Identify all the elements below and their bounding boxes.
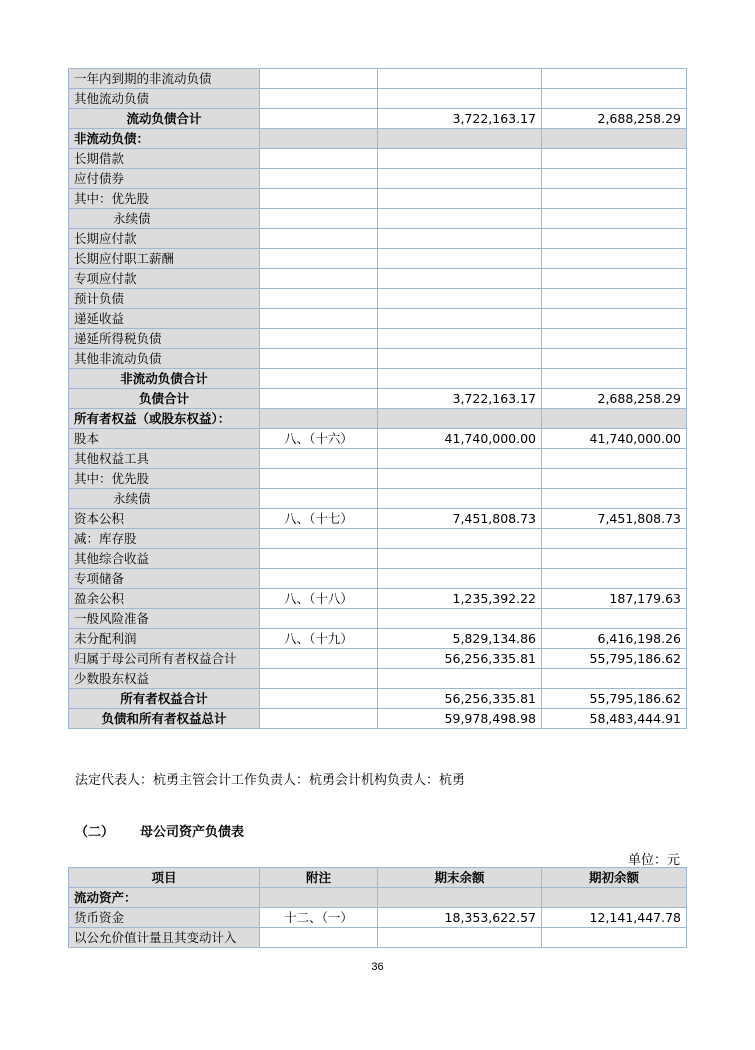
row-begin-balance xyxy=(542,229,687,249)
row-begin-balance xyxy=(542,89,687,109)
row-item: 长期借款 xyxy=(69,149,260,169)
page-number: 36 xyxy=(371,961,384,973)
row-begin-balance: 187,179.63 xyxy=(542,589,687,609)
row-note xyxy=(260,449,378,469)
table-header-row xyxy=(69,868,687,888)
row-begin-balance xyxy=(542,289,687,309)
table-row xyxy=(69,189,687,209)
row-item: 应付债券 xyxy=(69,169,260,189)
row-end-balance xyxy=(378,549,542,569)
table-row xyxy=(69,928,687,948)
row-note xyxy=(260,888,378,908)
row-note xyxy=(260,249,378,269)
row-note: 八、（十六） xyxy=(260,429,378,449)
row-item: 长期应付职工薪酬 xyxy=(69,249,260,269)
row-begin-balance: 55,795,186.62 xyxy=(542,649,687,669)
row-begin-balance: 6,416,198.26 xyxy=(542,629,687,649)
table-row xyxy=(69,249,687,269)
row-end-balance xyxy=(378,449,542,469)
row-note xyxy=(260,569,378,589)
row-note: 八、（十八） xyxy=(260,589,378,609)
row-end-balance xyxy=(378,529,542,549)
row-item: 流动负债合计 xyxy=(69,109,260,129)
row-item: 一年内到期的非流动负债 xyxy=(69,69,260,89)
table-row xyxy=(69,629,687,649)
row-begin-balance xyxy=(542,349,687,369)
row-note xyxy=(260,349,378,369)
section-number: （二） xyxy=(75,825,115,840)
row-item: 减：库存股 xyxy=(69,529,260,549)
row-note xyxy=(260,209,378,229)
row-end-balance xyxy=(378,189,542,209)
row-end-balance: 3,722,163.17 xyxy=(378,389,542,409)
row-end-balance xyxy=(378,329,542,349)
table-row xyxy=(69,289,687,309)
table-row xyxy=(69,529,687,549)
table-row xyxy=(69,169,687,189)
row-item: 专项储备 xyxy=(69,569,260,589)
row-item: 少数股东权益 xyxy=(69,669,260,689)
table-row xyxy=(69,209,687,229)
row-begin-balance xyxy=(542,609,687,629)
row-end-balance xyxy=(378,409,542,429)
table-row xyxy=(69,149,687,169)
table-row xyxy=(69,469,687,489)
table-row xyxy=(69,309,687,329)
table-row xyxy=(69,888,687,908)
row-end-balance: 56,256,335.81 xyxy=(378,649,542,669)
header-note: 附注 xyxy=(260,868,378,888)
table-row xyxy=(69,609,687,629)
row-begin-balance xyxy=(542,469,687,489)
row-begin-balance xyxy=(542,369,687,389)
row-note xyxy=(260,549,378,569)
row-note xyxy=(260,928,378,948)
header-begin-balance: 期初余额 xyxy=(542,868,687,888)
row-begin-balance xyxy=(542,928,687,948)
table-row xyxy=(69,269,687,289)
table-row xyxy=(69,389,687,409)
row-end-balance: 1,235,392.22 xyxy=(378,589,542,609)
row-end-balance xyxy=(378,269,542,289)
row-end-balance xyxy=(378,349,542,369)
row-item: 长期应付款 xyxy=(69,229,260,249)
row-end-balance xyxy=(378,249,542,269)
row-begin-balance xyxy=(542,569,687,589)
row-begin-balance xyxy=(542,149,687,169)
row-begin-balance xyxy=(542,329,687,349)
row-note xyxy=(260,529,378,549)
row-begin-balance xyxy=(542,209,687,229)
row-end-balance xyxy=(378,69,542,89)
header-end-balance: 期末余额 xyxy=(378,868,542,888)
row-begin-balance: 2,688,258.29 xyxy=(542,389,687,409)
row-end-balance xyxy=(378,229,542,249)
row-item: 非流动负债： xyxy=(69,129,260,149)
row-begin-balance: 41,740,000.00 xyxy=(542,429,687,449)
row-item: 永续债 xyxy=(69,209,260,229)
row-begin-balance xyxy=(542,169,687,189)
table-row xyxy=(69,409,687,429)
row-note xyxy=(260,109,378,129)
table-row xyxy=(69,549,687,569)
row-note xyxy=(260,189,378,209)
table-row xyxy=(69,369,687,389)
row-item: 其他非流动负债 xyxy=(69,349,260,369)
row-item: 一般风险准备 xyxy=(69,609,260,629)
row-end-balance xyxy=(378,369,542,389)
row-note xyxy=(260,129,378,149)
row-end-balance xyxy=(378,129,542,149)
row-end-balance: 5,829,134.86 xyxy=(378,629,542,649)
row-item: 以公允价值计量且其变动计入 xyxy=(69,928,260,948)
row-end-balance xyxy=(378,289,542,309)
row-begin-balance: 7,451,808.73 xyxy=(542,509,687,529)
row-note xyxy=(260,169,378,189)
row-begin-balance xyxy=(542,669,687,689)
table-row xyxy=(69,69,687,89)
row-item: 其他权益工具 xyxy=(69,449,260,469)
row-item: 其他流动负债 xyxy=(69,89,260,109)
row-note xyxy=(260,409,378,429)
row-begin-balance: 55,795,186.62 xyxy=(542,689,687,709)
row-item: 负债和所有者权益总计 xyxy=(69,709,260,729)
row-item: 盈余公积 xyxy=(69,589,260,609)
row-begin-balance xyxy=(542,489,687,509)
section-title-text: 母公司资产负债表 xyxy=(140,825,245,840)
liabilities-equity-table xyxy=(68,68,687,729)
row-note xyxy=(260,149,378,169)
table-row xyxy=(69,589,687,609)
row-note: 十二、（一） xyxy=(260,908,378,928)
row-begin-balance xyxy=(542,69,687,89)
row-note xyxy=(260,469,378,489)
row-item: 货币资金 xyxy=(69,908,260,928)
row-end-balance xyxy=(378,888,542,908)
row-end-balance xyxy=(378,169,542,189)
row-note xyxy=(260,329,378,349)
row-item: 股本 xyxy=(69,429,260,449)
row-item: 预计负债 xyxy=(69,289,260,309)
row-end-balance xyxy=(378,209,542,229)
row-end-balance xyxy=(378,149,542,169)
row-item: 其中：优先股 xyxy=(69,189,260,209)
row-item: 其他综合收益 xyxy=(69,549,260,569)
row-end-balance: 7,451,808.73 xyxy=(378,509,542,529)
row-begin-balance xyxy=(542,129,687,149)
table-row xyxy=(69,649,687,669)
row-note xyxy=(260,489,378,509)
row-end-balance xyxy=(378,569,542,589)
row-note xyxy=(260,389,378,409)
row-end-balance: 3,722,163.17 xyxy=(378,109,542,129)
row-begin-balance xyxy=(542,189,687,209)
signatory-note: 法定代表人：杭勇主管会计工作负责人：杭勇会计机构负责人：杭勇 xyxy=(75,773,466,788)
table-row xyxy=(69,229,687,249)
row-item: 专项应付款 xyxy=(69,269,260,289)
row-end-balance xyxy=(378,89,542,109)
row-end-balance xyxy=(378,609,542,629)
row-item: 所有者权益（或股东权益）： xyxy=(69,409,260,429)
unit-label: 单位：元 xyxy=(627,853,680,868)
row-begin-balance: 12,141,447.78 xyxy=(542,908,687,928)
table-row xyxy=(69,569,687,589)
table-row xyxy=(69,429,687,449)
row-begin-balance xyxy=(542,549,687,569)
row-begin-balance xyxy=(542,409,687,429)
row-item: 所有者权益合计 xyxy=(69,689,260,709)
table-row xyxy=(69,709,687,729)
row-note xyxy=(260,689,378,709)
header-item: 项目 xyxy=(69,868,260,888)
table-row xyxy=(69,349,687,369)
parent-balance-sheet-table xyxy=(68,867,687,948)
row-item: 资本公积 xyxy=(69,509,260,529)
table-row xyxy=(69,489,687,509)
row-note: 八、（十七） xyxy=(260,509,378,529)
row-note xyxy=(260,289,378,309)
row-note xyxy=(260,89,378,109)
row-end-balance xyxy=(378,469,542,489)
row-item: 其中：优先股 xyxy=(69,469,260,489)
row-end-balance: 59,978,498.98 xyxy=(378,709,542,729)
row-end-balance xyxy=(378,669,542,689)
row-item: 负债合计 xyxy=(69,389,260,409)
row-item: 递延所得税负债 xyxy=(69,329,260,349)
row-begin-balance xyxy=(542,249,687,269)
row-note xyxy=(260,69,378,89)
table-row xyxy=(69,89,687,109)
row-item: 归属于母公司所有者权益合计 xyxy=(69,649,260,669)
row-begin-balance xyxy=(542,269,687,289)
row-begin-balance: 58,483,444.91 xyxy=(542,709,687,729)
section-heading xyxy=(75,821,244,840)
row-item: 流动资产： xyxy=(69,888,260,908)
table-row xyxy=(69,109,687,129)
row-end-balance xyxy=(378,489,542,509)
table-row xyxy=(69,509,687,529)
table-row xyxy=(69,689,687,709)
row-end-balance xyxy=(378,928,542,948)
row-end-balance: 56,256,335.81 xyxy=(378,689,542,709)
row-note xyxy=(260,269,378,289)
row-item: 未分配利润 xyxy=(69,629,260,649)
row-begin-balance xyxy=(542,309,687,329)
row-item: 非流动负债合计 xyxy=(69,369,260,389)
row-begin-balance xyxy=(542,529,687,549)
row-note xyxy=(260,709,378,729)
table-row xyxy=(69,129,687,149)
row-item: 递延收益 xyxy=(69,309,260,329)
row-item: 永续债 xyxy=(69,489,260,509)
row-note xyxy=(260,649,378,669)
row-note xyxy=(260,309,378,329)
row-begin-balance xyxy=(542,449,687,469)
row-begin-balance: 2,688,258.29 xyxy=(542,109,687,129)
table-row xyxy=(69,908,687,928)
row-end-balance: 41,740,000.00 xyxy=(378,429,542,449)
row-note xyxy=(260,229,378,249)
table-row xyxy=(69,329,687,349)
row-note xyxy=(260,669,378,689)
row-note: 八、（十九） xyxy=(260,629,378,649)
row-end-balance xyxy=(378,309,542,329)
row-note xyxy=(260,609,378,629)
row-note xyxy=(260,369,378,389)
row-begin-balance xyxy=(542,888,687,908)
row-end-balance: 18,353,622.57 xyxy=(378,908,542,928)
table-row xyxy=(69,669,687,689)
table-row xyxy=(69,449,687,469)
